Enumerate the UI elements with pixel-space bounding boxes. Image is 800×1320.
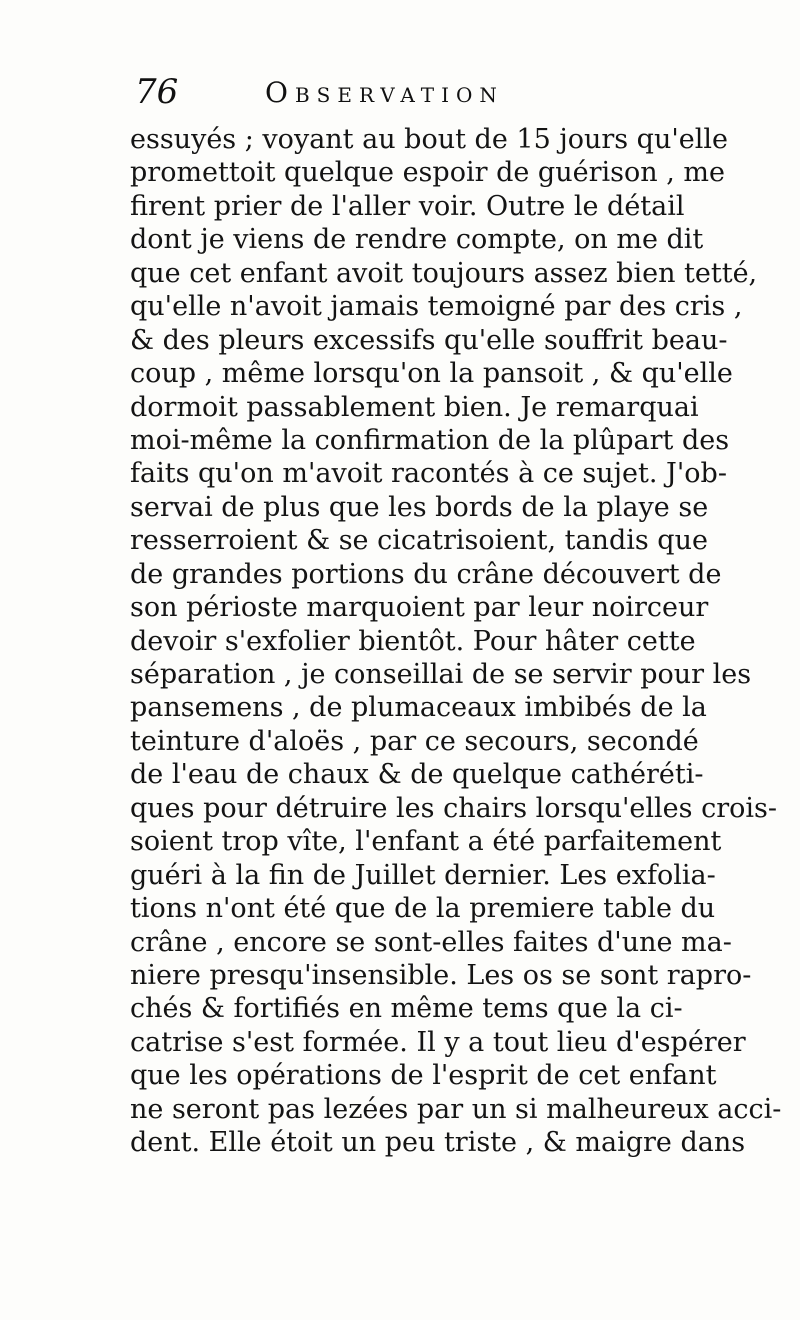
text-line: crâne , encore se sont-elles faites d'une ma- <box>130 926 732 958</box>
text-line: dormoit passablement bien. Je remarquai <box>130 391 699 423</box>
text-line: ques pour détruire les chairs lorsqu'elles crois- <box>130 792 777 824</box>
text-line: teinture d'aloës , par ce secours, secondé <box>130 725 699 757</box>
text-line: tions n'ont été que de la premiere table du <box>130 893 716 925</box>
text-line: moi-même la confirmation de la plûpart des <box>130 424 730 456</box>
text-line: qu'elle n'avoit jamais temoigné par des cris , <box>130 291 743 323</box>
text-line: firent prier de l'aller voir. Outre le détail <box>130 190 685 222</box>
page-number: 76 <box>135 72 179 112</box>
text-line: ne seront pas lezées par un si malheureux acci- <box>130 1093 782 1125</box>
running-title: Observation <box>265 76 504 109</box>
text-line: dent. Elle étoit un peu triste , & maigre dans <box>130 1127 746 1159</box>
text-line: de l'eau de chaux & de quelque cathéréti- <box>130 759 704 791</box>
text-line: soient trop vîte, l'enfant a été parfaitement <box>130 826 722 858</box>
text-line: de grandes portions du crâne découvert de <box>130 558 722 590</box>
text-line: guéri à la fin de Juillet dernier. Les exfolia- <box>130 859 716 891</box>
text-line: chés & fortifiés en même tems que la ci- <box>130 993 683 1025</box>
text-line: & des pleurs excessifs qu'elle souffrit beau- <box>130 324 728 356</box>
text-line: niere presqu'insensible. Les os se sont rapro- <box>130 959 752 991</box>
body-text <box>130 123 782 1160</box>
text-line: resserroient & se cicatrisoient, tandis que <box>130 525 708 557</box>
text-line: promettoit quelque espoir de guérison , me <box>130 157 725 189</box>
text-line: catrise s'est formée. Il y a tout lieu d'espérer <box>130 1026 746 1058</box>
text-line: pansemens , de plumaceaux imbibés de la <box>130 692 707 724</box>
text-line: essuyés ; voyant au bout de 15 jours qu'elle <box>130 124 729 155</box>
text-line: son périoste marquoient par leur noirceur <box>130 592 709 624</box>
text-line: faits qu'on m'avoit racontés à ce sujet. J'ob- <box>130 458 727 490</box>
text-line: coup , même lorsqu'on la pansoit , & qu'elle <box>130 358 733 390</box>
text-line: séparation , je conseillai de se servir pour les <box>130 659 752 690</box>
text-line: que les opérations de l'esprit de cet enfant <box>130 1060 717 1092</box>
page-header <box>130 72 690 122</box>
text-line: devoir s'exfolier bientôt. Pour hâter cette <box>130 625 696 657</box>
text-line: que cet enfant avoit toujours assez bien tetté, <box>130 257 758 289</box>
text-line: servai de plus que les bords de la playe se <box>130 491 709 523</box>
text-line: dont je viens de rendre compte, on me dit <box>130 224 704 256</box>
